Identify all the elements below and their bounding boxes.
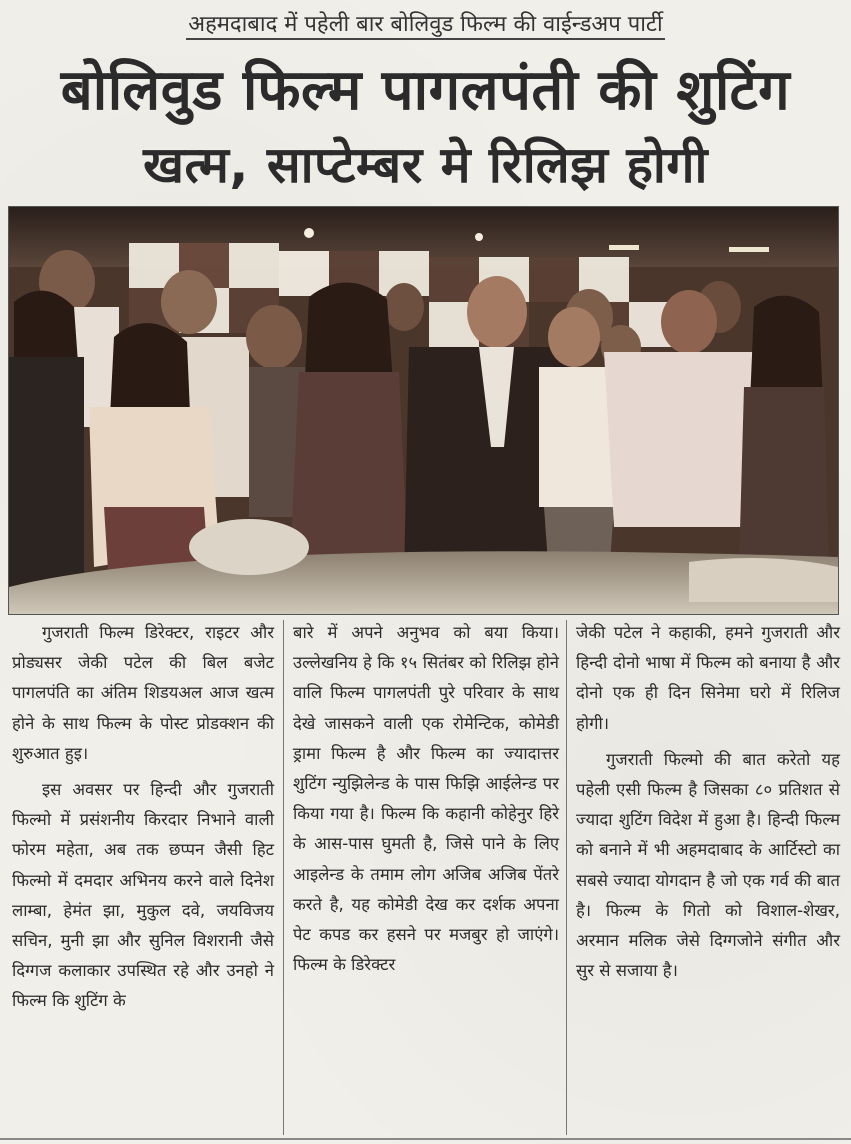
column-3-paragraph-1: जेकी पटेल ने कहाकी, हमने गुजराती और हिन्दी दोनो भाषा में फिल्म को बनाया है और दोनो एक ही दिन सिनेमा घरो में रिलिज होगी। — [576, 623, 840, 733]
column-3-paragraph-2: गुजराती फिल्मो की बात करेतो यह पहेली एसी फिल्म है जिसका ८० प्रतिशत से ज्यादा शुटिंग विदेश में हुआ है। हिन्दी फिल्म को बनाने में भी अहमदाबाद के आर्टिस्टो का सबसे ज्यादा योगदान है जो एक गर्व की बात है। फिल्म के गितो को विशाल-शेखर, अरमान मलिक जेसे दिग्गजोने संगीत और सुर से सजाया है। — [576, 749, 840, 981]
column-divider-1 — [283, 620, 284, 1135]
kicker-line — [0, 8, 851, 42]
headline-line-1: बोलिवुड फिल्म पागलपंती की शुटिंग — [60, 58, 791, 123]
column-1-paragraph-2: इस अवसर पर हिन्दी और गुजराती फिल्मो में प्रसंशनीय किरदार निभाने वाली फोरम महेता, अब तक छप्पन जैसी हिट फिल्मो में दमदार अभिनय करने वाले दिनेश लाम्बा, हेमंत झा, मुकुल दवे, जयविजय सचिन, मुनी झा और सुनिल विशरानी जैसे दिग्गज कलाकार उपस्थित रहे और उनहो ने फिल्म कि शुटिंग के — [12, 780, 274, 1011]
group-photo — [8, 206, 839, 615]
article-column-2 — [293, 618, 559, 980]
article-column-1 — [12, 618, 274, 1017]
column-1-paragraph-1: गुजराती फिल्म डिरेक्टर, राइटर और प्रोड्यसर जेकी पटेल की बिल बजेट पागलपंति का अंतिम शिडयअल आज खत्म होने के साथ फिल्म के पोस्ट प्रोडक्शन की शुरुआत हुइ। — [12, 623, 274, 763]
photo-illustration — [9, 207, 838, 614]
bottom-rule — [0, 1138, 851, 1140]
headline-line-2: खत्म, साप्टेम्बर मे रिलिझ होगी — [143, 136, 708, 194]
headline — [0, 52, 851, 200]
column-2-paragraph-1: बारे में अपने अनुभव को बया किया। उल्लेखनिय हे कि १५ सितंबर को रिलिझ होने वालि फिल्म पागलपंती पुरे परिवार के साथ देखे जासकने वाली एक रोमेन्टिक, कोमेडी ड्रामा फिल्म है और फिल्म का ज्यादात्तर शुटिंग न्युझिलेन्ड के पास फिझि आईलेन्ड पर किया गया है। फिल्म कि कहानी कोहेनुर हिरे के आस-पास घुमती है, जिसे पाने के लिए आइलेन्ड के तमाम लोग अजिब अजिब पेंतरे करते है, यह कोमेडी देख कर दर्शक अपना पेट कपड कर हसने पर मजबुर हो जाएंगे। फिल्म के डिरेक्टर — [293, 623, 559, 975]
article-column-3 — [576, 618, 840, 986]
column-divider-2 — [566, 620, 567, 1135]
kicker-text: अहमदाबाद में पहेली बार बोलिवुड फिल्म की वाईन्डअप पार्टी — [186, 12, 664, 40]
